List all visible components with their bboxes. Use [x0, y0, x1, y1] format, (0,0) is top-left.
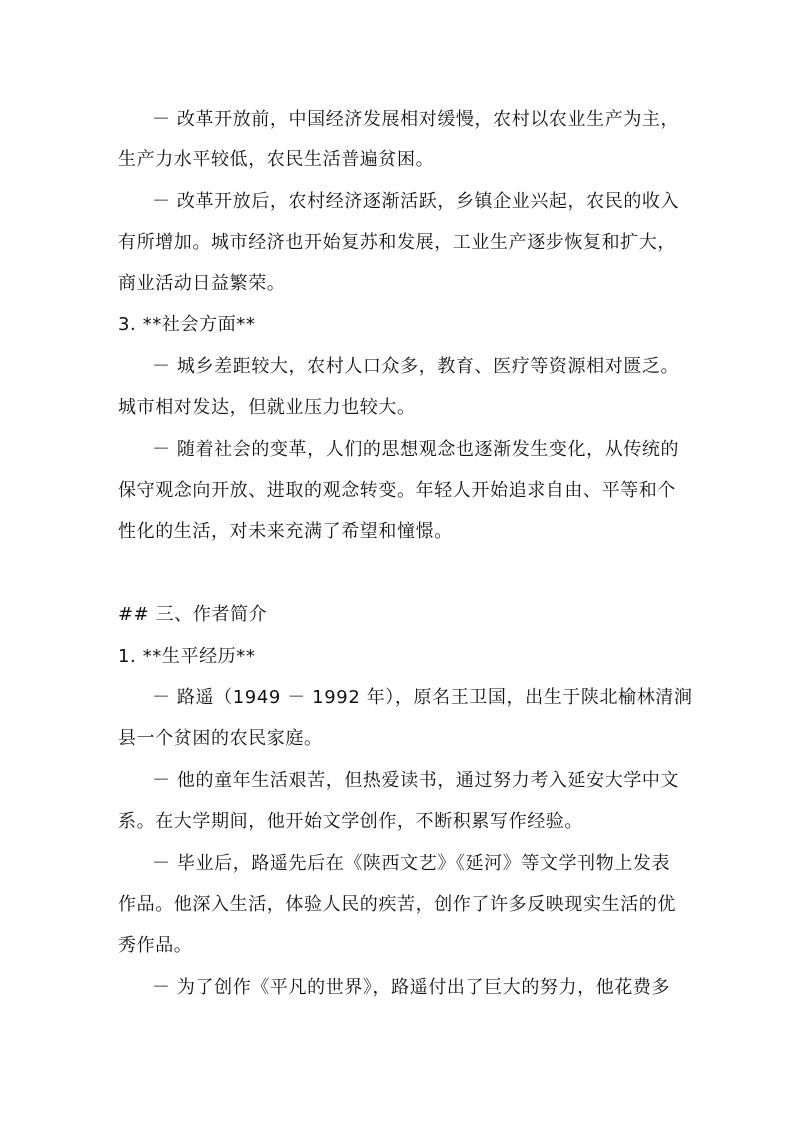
text-line: 生产力水平较低，农民生活普遍贫困。 — [118, 149, 435, 170]
text-line: 作品。他深入生活，体验人民的疾苦，创作了许多反映现实生活的优 — [118, 894, 676, 915]
text-line: 秀作品。 — [118, 935, 193, 956]
section-heading: 3. **社会方面** — [118, 314, 256, 335]
text-line: － 他的童年生活艰苦，但热爱读书，通过努力考入延安大学中文 — [152, 770, 680, 791]
text-line: 性化的生活，对未来充满了希望和憧憬。 — [118, 521, 453, 542]
text-line: － 改革开放后，农村经济逐渐活跃，乡镇企业兴起，农民的收入 — [152, 191, 680, 212]
text-line: 系。在大学期间，他开始文学创作，不断积累写作经验。 — [118, 811, 583, 832]
text-line: － 路遥（1949 － 1992 年），原名王卫国，出生于陕北榆林清涧 — [152, 687, 693, 708]
text-line: 城市相对发达，但就业压力也较大。 — [118, 397, 416, 418]
text-line: － 随着社会的变革，人们的思想观念也逐渐发生变化，从传统的 — [152, 439, 680, 460]
text-line: － 为了创作《平凡的世界》，路遥付出了巨大的努力，他花费多 — [152, 977, 671, 998]
text-line: － 改革开放前，中国经济发展相对缓慢，农村以农业生产为主， — [152, 109, 680, 130]
chapter-heading: ## 三、作者简介 — [118, 604, 268, 625]
text-line: 县一个贫困的农民家庭。 — [118, 728, 323, 749]
text-line: 有所增加。城市经济也开始复苏和发展，工业生产逐步恢复和扩大， — [118, 232, 676, 253]
text-line: － 城乡差距较大，农村人口众多，教育、医疗等资源相对匮乏。 — [152, 356, 680, 377]
text-line: 保守观念向开放、进取的观念转变。年轻人开始追求自由、平等和个 — [118, 480, 676, 501]
section-heading: 1. **生平经历** — [118, 646, 256, 667]
text-line: － 毕业后，路遥先后在《陕西文艺》《延河》等文学刊物上发表 — [152, 853, 671, 874]
text-line: 商业活动日益繁荣。 — [118, 273, 286, 294]
